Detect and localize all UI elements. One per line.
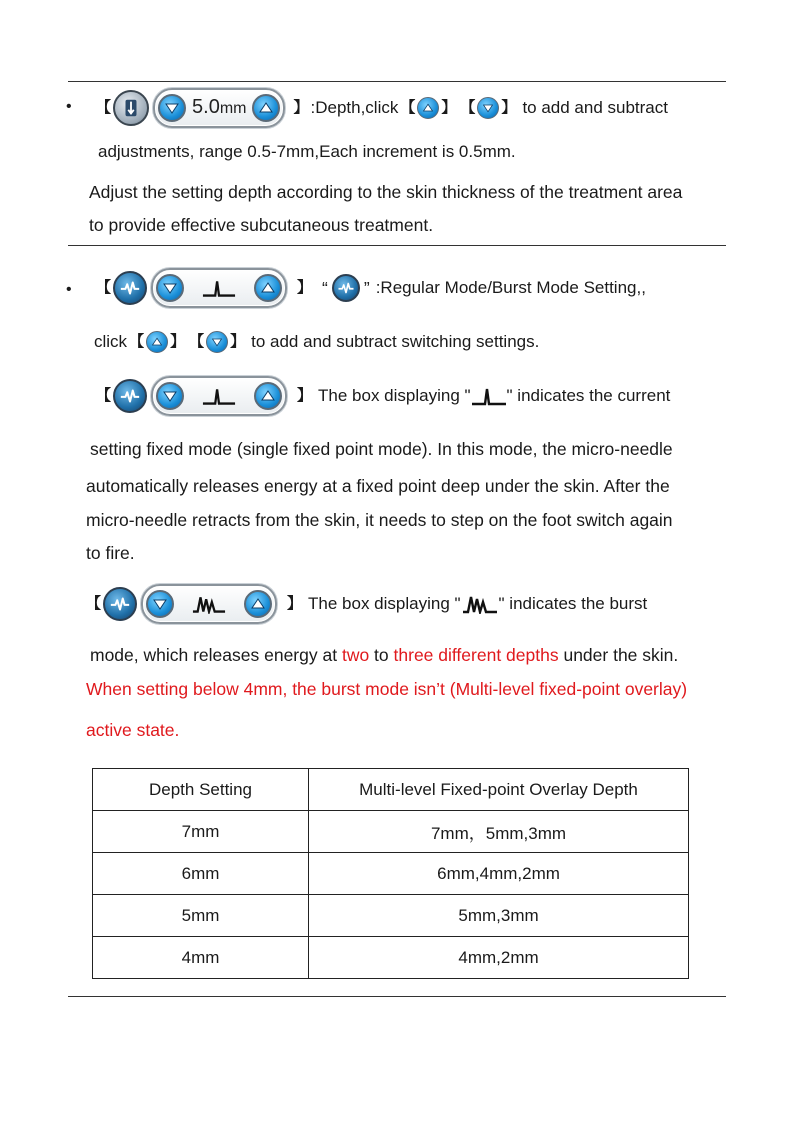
- waveform-mode-icon: [113, 379, 147, 413]
- fixed-mode-paragraph-4: to fire.: [86, 543, 135, 563]
- waveform-mode-icon: [113, 271, 147, 305]
- depth-table: [92, 768, 689, 979]
- fixed-mode-paragraph-2: automatically releases energy at a fixed point deep under the skin. After the: [86, 476, 670, 496]
- table-row: [93, 937, 689, 979]
- burst-text: to: [369, 645, 394, 665]
- mode-control-widget: [103, 584, 277, 624]
- depth-needle-icon: [113, 90, 149, 126]
- depth-click-text: :Depth,click: [310, 98, 399, 117]
- depth-control-line: [94, 88, 668, 128]
- mode-stepper: [151, 376, 287, 416]
- up-arrow-icon[interactable]: [244, 590, 272, 618]
- up-arrow-icon[interactable]: [417, 97, 439, 119]
- bracket-close: 】: [441, 99, 457, 116]
- quote-open: “: [322, 278, 328, 298]
- burst-highlight-depths: three different depths: [393, 645, 559, 665]
- burst-warning-line2: active state.: [86, 720, 180, 740]
- burst-text: under the skin.: [558, 645, 679, 665]
- burst-text: mode, which releases energy at: [90, 645, 342, 665]
- mode-control-line: [94, 268, 646, 308]
- down-arrow-icon[interactable]: [156, 274, 184, 302]
- up-arrow-icon[interactable]: [254, 382, 282, 410]
- table-header-cell: Multi-level Fixed-point Overlay Depth: [309, 769, 689, 811]
- up-arrow-icon[interactable]: [146, 331, 168, 353]
- burst-warning-line1: When setting below 4mm, the burst mode isn’t (Multi-level fixed-point overlay): [86, 679, 688, 699]
- fixed-mode-paragraph-1: setting fixed mode (single fixed point mode). In this mode, the micro-needle: [90, 439, 673, 459]
- burst-pulse-wave-icon: [192, 594, 226, 614]
- bracket-close: 】: [297, 279, 313, 296]
- bracket-close: 】: [230, 333, 246, 350]
- depth-add-subtract-text: to add and subtract: [522, 98, 668, 117]
- mode-stepper: [141, 584, 277, 624]
- bracket-open: 【: [96, 387, 112, 404]
- table-header-cell: Depth Setting: [93, 769, 309, 811]
- table-cell: 6mm,4mm,2mm: [309, 853, 689, 895]
- click-text: to add and subtract switching settings.: [251, 332, 540, 351]
- burst-pulse-wave-icon: [461, 594, 499, 614]
- table-cell: 4mm,2mm: [309, 937, 689, 979]
- burst-mode-text-a: The box displaying ": [308, 594, 461, 613]
- single-pulse-wave-icon: [202, 386, 236, 406]
- bracket-close: 】: [297, 387, 313, 404]
- bracket-close: 】: [287, 595, 303, 612]
- bracket-open: 【: [400, 99, 416, 116]
- burst-mode-paragraph: [90, 643, 678, 667]
- table-row: [93, 853, 689, 895]
- depth-stepper: [153, 88, 285, 128]
- waveform-mode-icon: [332, 274, 360, 302]
- fixed-mode-text-b: " indicates the current: [506, 386, 671, 405]
- bracket-open: 【: [96, 279, 112, 296]
- fixed-mode-line: [94, 376, 670, 416]
- bracket-open: 【: [96, 99, 112, 116]
- mode-control-widget: [113, 376, 287, 416]
- bracket-open: 【: [129, 333, 145, 350]
- down-arrow-icon[interactable]: [156, 382, 184, 410]
- table-cell: 6mm: [93, 853, 309, 895]
- mode-control-widget: [113, 268, 287, 308]
- depth-value: 5.0mm: [192, 96, 247, 118]
- table-cell: 7mm: [93, 811, 309, 853]
- depth-range-text: adjustments, range 0.5-7mm,Each increment is 0.5mm.: [98, 142, 516, 161]
- fixed-mode-text-a: The box displaying ": [318, 386, 471, 405]
- burst-mode-line: [84, 584, 647, 624]
- table-row: [93, 895, 689, 937]
- click-label: click: [94, 332, 128, 351]
- bracket-close: 】: [293, 99, 309, 116]
- table-header-row: [93, 769, 689, 811]
- bullet: •: [66, 98, 72, 115]
- mode-stepper: [151, 268, 287, 308]
- bracket-close: 】: [170, 333, 186, 350]
- table-cell: 7mm，5mm,3mm: [309, 811, 689, 853]
- depth-paragraph-line1: Adjust the setting depth according to the skin thickness of the treatment area: [89, 182, 683, 202]
- up-arrow-icon[interactable]: [252, 94, 280, 122]
- table-cell: 5mm,3mm: [309, 895, 689, 937]
- section-divider: [68, 245, 726, 246]
- mode-setting-title: :Regular Mode/Burst Mode Setting,,: [375, 278, 646, 297]
- fixed-mode-paragraph-3: micro-needle retracts from the skin, it needs to step on the foot switch again: [86, 510, 673, 530]
- bracket-open: 【: [460, 99, 476, 116]
- up-arrow-icon[interactable]: [254, 274, 282, 302]
- mode-click-line: [94, 328, 539, 356]
- bottom-divider: [68, 996, 726, 997]
- down-arrow-icon[interactable]: [206, 331, 228, 353]
- bracket-open: 【: [189, 333, 205, 350]
- waveform-mode-icon: [103, 587, 137, 621]
- quote-close: ”: [363, 278, 370, 298]
- bracket-close: 】: [501, 99, 517, 116]
- down-arrow-icon[interactable]: [477, 97, 499, 119]
- single-pulse-wave-icon: [202, 278, 236, 298]
- bracket-open: 【: [86, 595, 102, 612]
- depth-control-widget: [113, 88, 285, 128]
- bullet: •: [66, 281, 72, 298]
- single-pulse-wave-icon: [471, 386, 507, 406]
- down-arrow-icon[interactable]: [146, 590, 174, 618]
- table-cell: 5mm: [93, 895, 309, 937]
- burst-highlight-two: two: [341, 645, 370, 665]
- depth-paragraph-line2: to provide effective subcutaneous treatment.: [89, 215, 434, 235]
- burst-mode-text-b: " indicates the burst: [498, 594, 648, 613]
- down-arrow-icon[interactable]: [158, 94, 186, 122]
- top-divider: [68, 81, 726, 82]
- table-row: [93, 811, 689, 853]
- table-cell: 4mm: [93, 937, 309, 979]
